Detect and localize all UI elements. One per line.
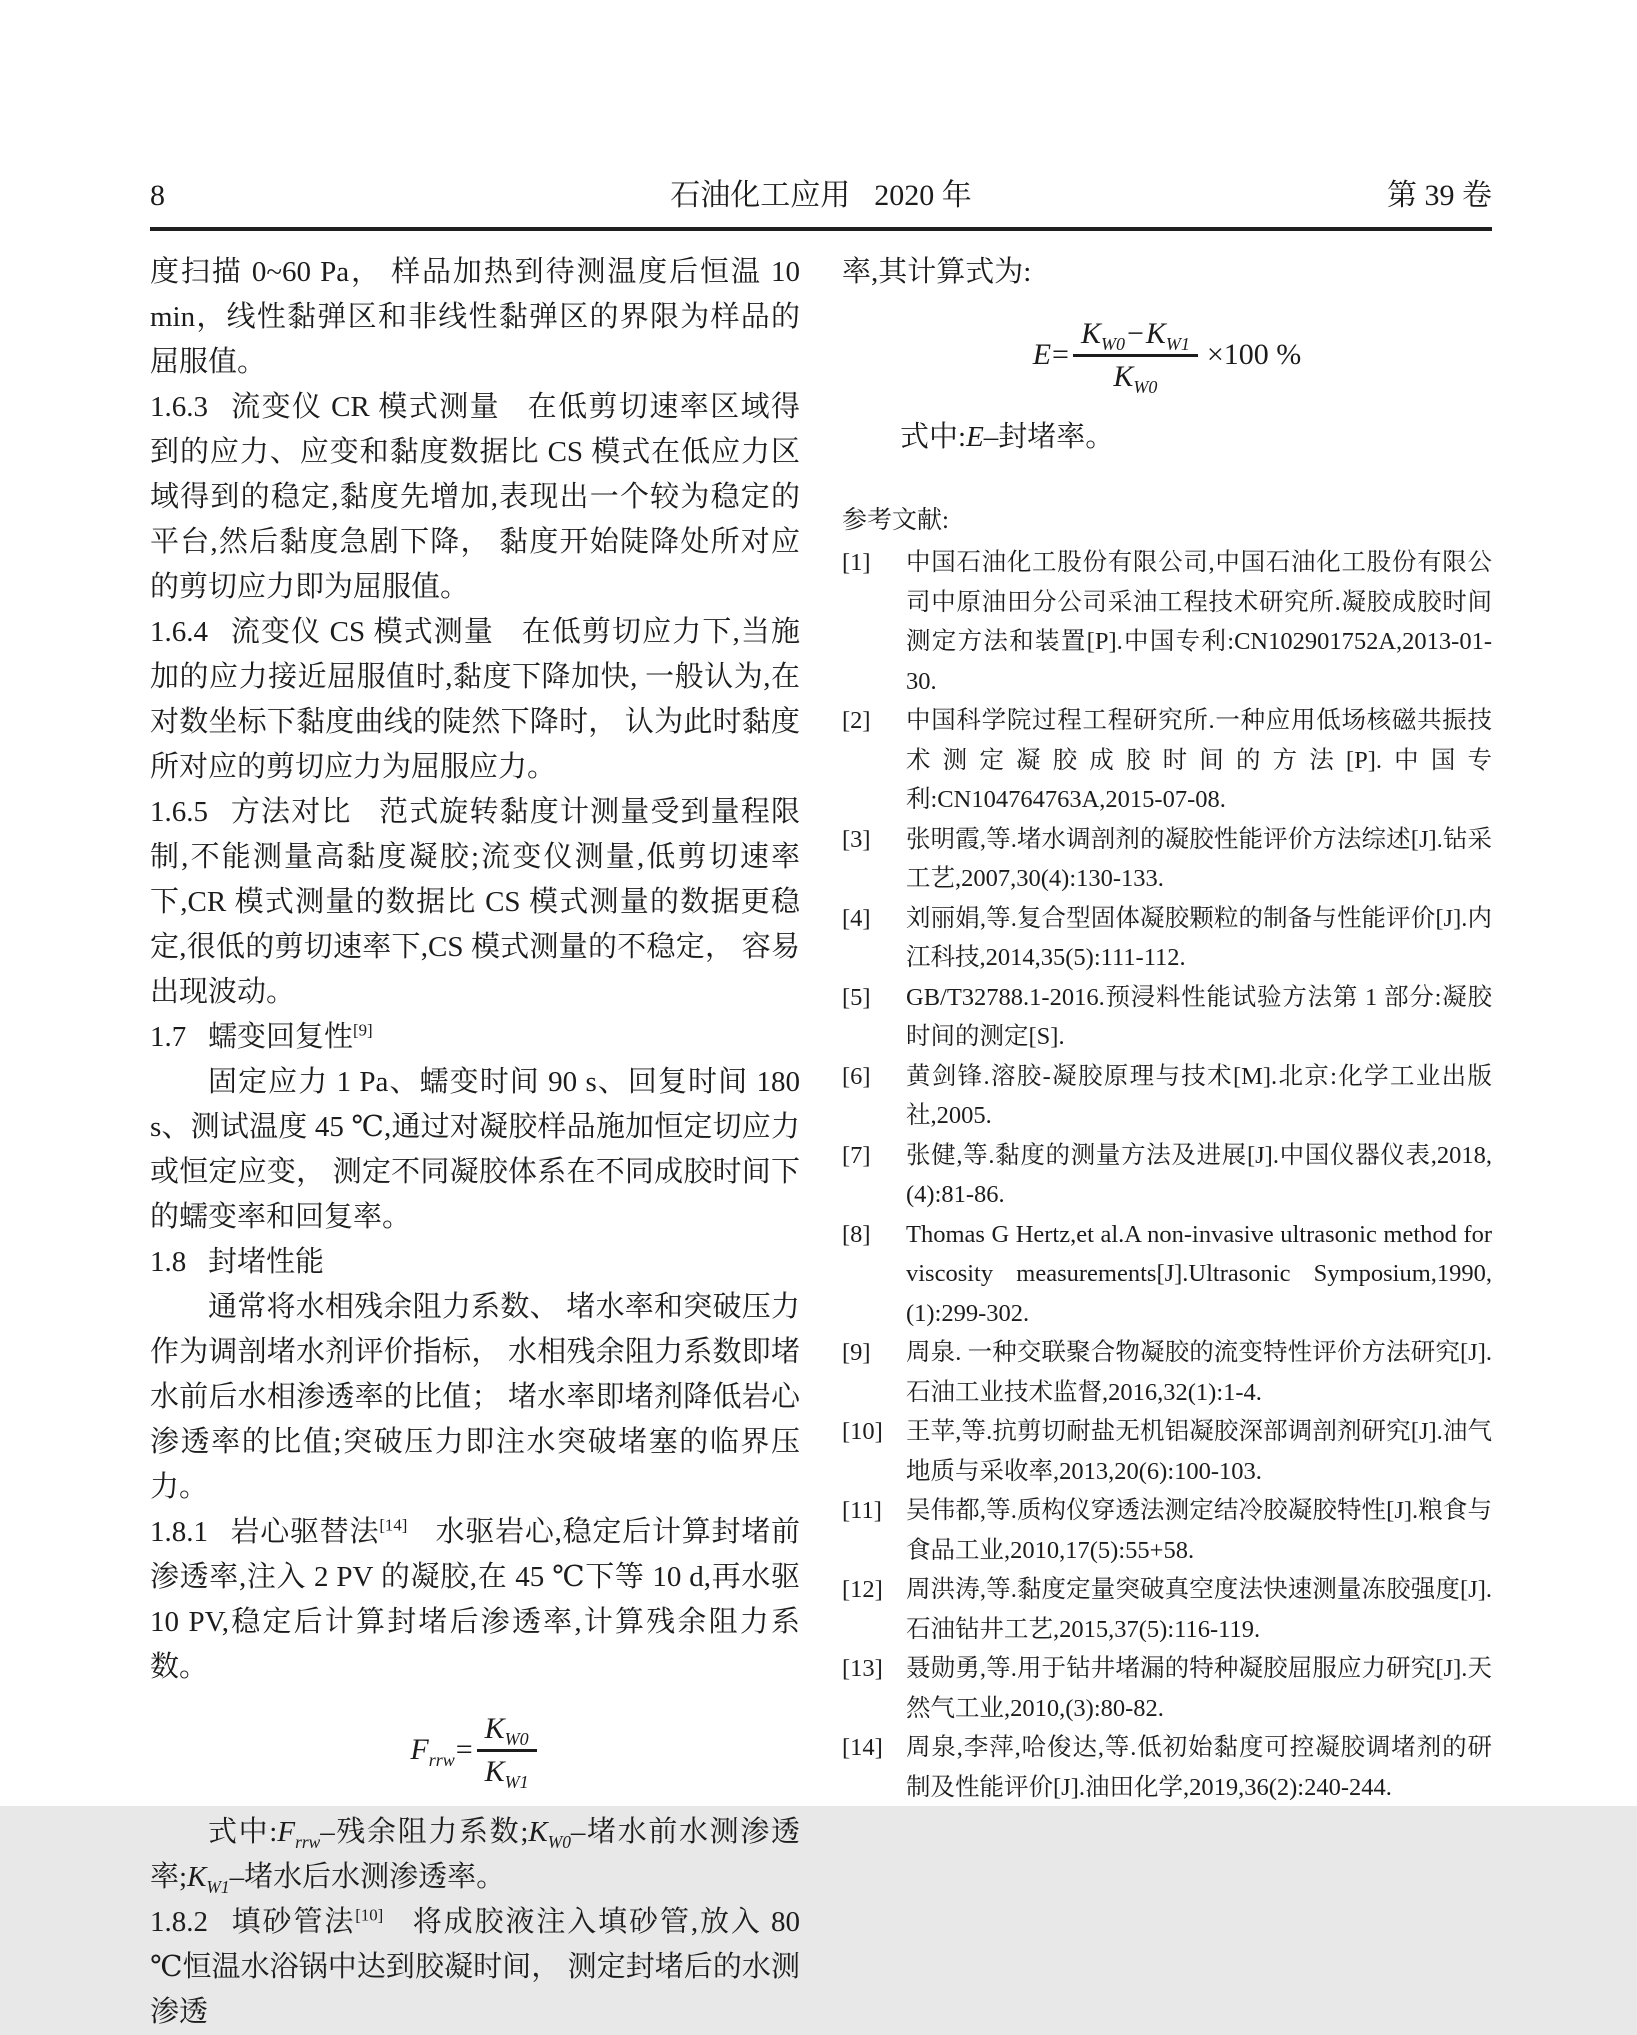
reference-text: 王苹,等.抗剪切耐盐无机铝凝胶深部调剖剂研究[J].油气地质与采收率,2013,20(6):100-103. — [906, 1418, 1492, 1485]
citation-superscript: [9] — [353, 1020, 373, 1040]
right-column — [842, 250, 1492, 1801]
section-title: 方法对比 — [229, 796, 352, 828]
reference-item — [842, 1570, 1492, 1649]
section-number: 1.8.1 — [150, 1516, 208, 1548]
fraction — [1073, 316, 1198, 397]
section-1-8-1 — [150, 1510, 800, 1690]
variable-K: K — [484, 1754, 505, 1788]
equals-sign: = — [455, 1733, 473, 1767]
reference-label: [14] — [842, 1734, 883, 1761]
reference-label: [5] — [842, 983, 871, 1011]
paragraph-plugging — [150, 1285, 800, 1510]
section-number: 1.7 — [150, 1021, 187, 1053]
citation-superscript: [10] — [355, 1905, 384, 1925]
equals-sign: = — [1052, 338, 1069, 372]
reference-item — [842, 978, 1492, 1057]
section-title: 封堵性能 — [208, 1246, 325, 1278]
reference-label: [8] — [842, 1220, 871, 1248]
section-title: 蠕变回复性 — [208, 1021, 354, 1053]
section-title: 流变仪 CS 模式测量 — [229, 616, 495, 648]
reference-label: [9] — [842, 1339, 871, 1366]
reference-text: 刘丽娟,等.复合型固体凝胶颗粒的制备与性能评价[J].内江科技,2014,35(5):111-112. — [906, 904, 1492, 971]
reference-item — [842, 1491, 1492, 1570]
page-number: 8 — [150, 179, 165, 212]
reference-label: [11] — [842, 1497, 882, 1524]
journal-title: 石油化工应用 — [670, 179, 851, 212]
paragraph-continuation — [150, 250, 800, 385]
variable-K: K — [1113, 359, 1134, 393]
reference-item — [842, 820, 1492, 899]
subscript-W0: W0 — [547, 1831, 571, 1852]
reference-text: 周洪涛,等.黏度定量突破真空度法快速测量冻胶强度[J].石油钻井工艺,2015,37(5):116-119. — [906, 1576, 1492, 1643]
section-body: 在低剪切应力下,当施加的应力接近屈服值时,黏度下降加快, 一般认为,在对数坐标下黏度曲线的陡然下降时， 认为此时黏度所对应的剪切应力为屈服应力。 — [150, 616, 800, 783]
section-1-8 — [150, 1240, 800, 1285]
section-1-8-2 — [150, 1900, 800, 2035]
subscript-W1: W1 — [1165, 333, 1190, 354]
section-number: 1.6.3 — [150, 391, 208, 423]
variable-F: F — [410, 1733, 429, 1767]
reference-text: 黄剑锋.溶胶-凝胶原理与技术[M].北京:化学工业出版社,2005. — [906, 1062, 1492, 1129]
subscript-W1: W1 — [504, 1771, 529, 1792]
reference-item — [842, 1728, 1492, 1807]
reference-text: Thomas G Hertz,et al.A non-invasive ultrasonic method for viscosity measurements[J].Ultrasonic Symposium,1990,(1):299-302. — [906, 1220, 1492, 1327]
reference-item — [842, 543, 1492, 701]
volume-label: 第 39 卷 — [1387, 179, 1492, 212]
variable-F: F — [277, 1816, 296, 1848]
fraction-numerator — [477, 1712, 537, 1752]
section-number: 1.8 — [150, 1246, 187, 1278]
reference-text: GB/T32788.1-2016.预浸料性能试验方法第 1 部分:凝胶时间的测定[S]. — [906, 983, 1492, 1050]
fraction-numerator — [1073, 317, 1198, 357]
journal-header-center — [290, 176, 1352, 216]
reference-label: [12] — [842, 1576, 883, 1603]
reference-item — [842, 899, 1492, 978]
subscript-rrw: rrw — [428, 1750, 455, 1771]
reference-text: 中国科学院过程工程研究所.一种应用低场核磁共振技术测定凝胶成胶时间的方法[P].中国专利:CN104764763A,2015-07-08. — [906, 707, 1492, 813]
reference-item — [842, 1649, 1492, 1728]
paragraph-text: 通常将水相残余阻力系数、 堵水率和突破压力作为调剖堵水剂评价指标， 水相残余阻力系数即堵水前后水相渗透率的比值； 堵水率即堵剂降低岩心渗透率的比值;突破压力即注水突破堵塞的临界压力。 — [150, 1291, 800, 1503]
reference-text: 周泉,李萍,哈俊达,等.低初始黏度可控凝胶调堵剂的研制及性能评价[J].油田化学,2019,36(2):240-244. — [906, 1734, 1492, 1801]
subscript-W1: W1 — [206, 1876, 230, 1897]
reference-text: 吴伟都,等.质构仪穿透法测定结冷胶凝胶特性[J].粮食与食品工业,2010,17(5):55+58. — [906, 1497, 1492, 1564]
section-body: 水驱岩心,稳定后计算封堵前渗透率,注入 2 PV 的凝胶,在 45 ℃下等 10 d,再水驱 10 PV,稳定后计算封堵后渗透率,计算残余阻力系数。 — [150, 1516, 800, 1683]
reference-text: 张明霞,等.堵水调剖剂的凝胶性能评价方法综述[J].钻采工艺,2007,30(4):130-133. — [906, 825, 1492, 892]
references-heading: 参考文献: — [842, 507, 949, 534]
variable-K: K — [1080, 316, 1101, 350]
variable-E: E — [1032, 338, 1052, 372]
section-body: 范式旋转黏度计测量受到量程限制,不能测量高黏度凝胶;流变仪测量,低剪切速率下,CR 模式测量的数据比 CS 模式测量的数据更稳定,很低的剪切速率下,CS 模式测量的不稳定， 容易出现波动。 — [150, 796, 800, 1008]
reference-item — [842, 1057, 1492, 1136]
section-1-6-5 — [150, 790, 800, 1015]
left-column — [150, 250, 800, 2028]
formula-f-legend — [150, 1810, 800, 1900]
reference-label: [2] — [842, 707, 871, 734]
reference-label: [13] — [842, 1655, 883, 1682]
citation-superscript: [14] — [379, 1515, 408, 1535]
reference-text: 张健,等.黏度的测量方法及进展[J].中国仪器仪表,2018,(4):81-86. — [906, 1141, 1492, 1208]
section-number: 1.6.4 — [150, 616, 208, 648]
reference-item — [842, 1412, 1492, 1491]
paragraph-text: 固定应力 1 Pa、蠕变时间 90 s、回复时间 180 s、测试温度 45 ℃,通过对凝胶样品施加恒定切应力或恒定应变， 测定不同凝胶体系在不同成胶时间下的蠕变率和回复率。 — [150, 1066, 800, 1233]
formula-lhs — [410, 1733, 455, 1771]
legend-lead: 式中: — [208, 1816, 278, 1848]
legend-text: –堵水后水测渗透率。 — [229, 1861, 506, 1893]
section-title: 流变仪 CR 模式测量 — [229, 391, 501, 423]
subscript-W0: W0 — [1133, 376, 1158, 397]
section-title: 岩心驱替法 — [229, 1516, 380, 1548]
fraction-denominator — [484, 1752, 529, 1792]
reference-text: 聂勋勇,等.用于钻井堵漏的特种凝胶屈服应力研究[J].天然气工业,2010,(3):80-82. — [906, 1655, 1492, 1722]
reference-label: [1] — [842, 549, 871, 576]
section-number: 1.8.2 — [150, 1906, 208, 1938]
residual-resistance-formula — [150, 1698, 800, 1802]
reference-item — [842, 701, 1492, 820]
paragraph-continuation — [842, 250, 1492, 295]
header-rule-divider — [150, 227, 1492, 231]
variable-E: E — [966, 421, 984, 453]
reference-text: 中国石油化工股份有限公司,中国石油化工股份有限公司中原油田分公司采油工程技术研究所.凝胶成胶时间测定方法和装置[P].中国专利:CN102901752A,2013-01-30. — [906, 549, 1492, 695]
references-list — [842, 543, 1492, 1807]
section-body: 将成胶液注入填砂管,放入 80 ℃恒温水浴锅中达到胶凝时间， 测定封堵后的水测渗透 — [150, 1906, 800, 2028]
journal-year: 2020 年 — [874, 179, 972, 212]
section-title: 填砂管法 — [229, 1906, 356, 1938]
formula-e-legend — [842, 415, 1492, 460]
reference-text: 周泉. 一种交联聚合物凝胶的流变特性评价方法研究[J].石油工业技术监督,2016,32(1):1-4. — [906, 1339, 1492, 1406]
legend-lead: 式中: — [900, 421, 967, 453]
legend-text: 率; — [150, 1861, 188, 1893]
variable-K: K — [1145, 316, 1166, 350]
variable-K: K — [187, 1861, 207, 1893]
section-1-6-3 — [150, 385, 800, 610]
variable-K: K — [528, 1816, 548, 1848]
reference-label: [6] — [842, 1062, 871, 1090]
plugging-rate-formula — [842, 303, 1492, 407]
subscript-W0: W0 — [1100, 333, 1125, 354]
variable-K: K — [484, 1711, 505, 1745]
section-1-7 — [150, 1015, 800, 1060]
paragraph-text: 度扫描 0~60 Pa， 样品加热到待测温度后恒温 10 min，线性黏弹区和非线性黏弹区的界限为样品的屈服值。 — [150, 256, 800, 378]
legend-text: –堵水前水测渗透 — [570, 1816, 800, 1848]
legend-text: –残余阻力系数; — [320, 1816, 529, 1848]
reference-label: [7] — [842, 1141, 871, 1169]
reference-item — [842, 1333, 1492, 1412]
paragraph-text: 率,其计算式为: — [842, 256, 1032, 288]
paragraph-creep-recovery — [150, 1060, 800, 1240]
reference-label: [4] — [842, 904, 871, 932]
section-body: 在低剪切速率区域得到的应力、应变和黏度数据比 CS 模式在低应力区域得到的稳定,黏度先增加,表现出一个较为稳定的平台,然后黏度急剧下降， 黏度开始陡降处所对应的剪切应力即为屈服值。 — [150, 391, 800, 603]
fraction-denominator — [1113, 357, 1158, 397]
subscript-rrw: rrw — [295, 1831, 321, 1852]
reference-item — [842, 1215, 1492, 1334]
times-100-percent: ×100 % — [1206, 338, 1302, 372]
reference-item — [842, 1136, 1492, 1215]
two-column-body — [150, 250, 1492, 2028]
reference-label: [10] — [842, 1418, 883, 1445]
section-1-6-4 — [150, 610, 800, 790]
minus-sign: − — [1126, 316, 1144, 350]
legend-text: –封堵率。 — [983, 421, 1115, 453]
page-header — [150, 172, 1492, 216]
fraction — [477, 1711, 537, 1792]
subscript-W0: W0 — [504, 1728, 529, 1749]
reference-label: [3] — [842, 825, 871, 853]
section-number: 1.6.5 — [150, 796, 208, 828]
